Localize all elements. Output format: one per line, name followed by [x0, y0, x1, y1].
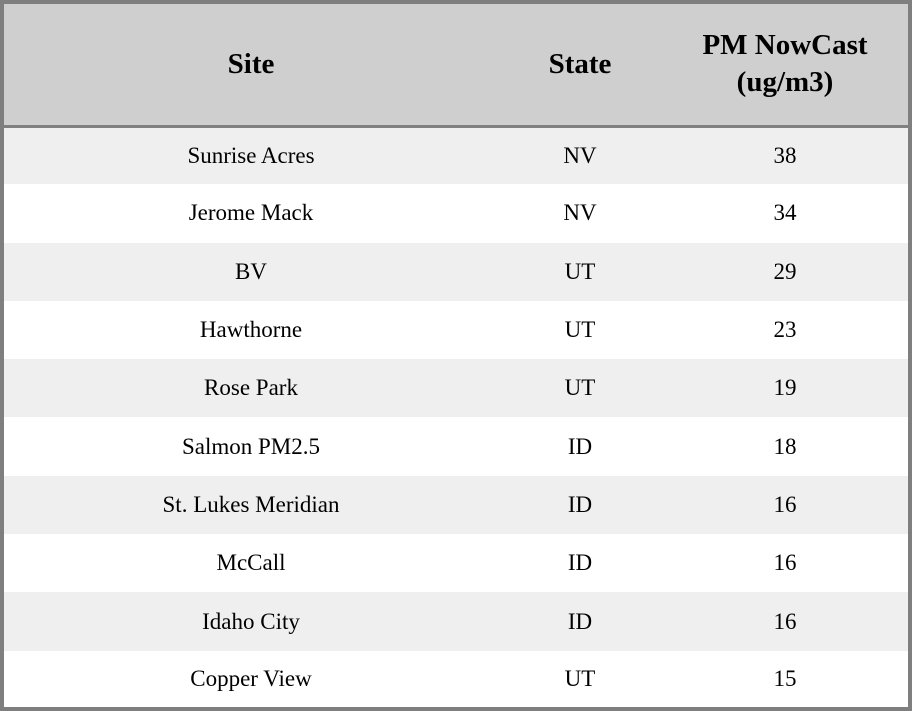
state-cell: NV [563, 142, 597, 168]
table-row [2, 184, 910, 242]
pm-nowcast-cell: 16 [773, 608, 797, 634]
pm-nowcast-cell: 29 [773, 258, 797, 284]
state-cell: UT [564, 665, 596, 691]
state-cell: NV [563, 200, 597, 226]
state-cell: ID [567, 491, 593, 517]
state-cell: ID [567, 550, 593, 576]
table-row [2, 651, 910, 709]
pm-nowcast-cell: 16 [773, 491, 797, 517]
site-cell: Salmon PM2.5 [181, 433, 321, 459]
pm-nowcast-cell: 34 [773, 200, 797, 226]
column-header-pm-nowcast-label: PM NowCast (ug/m3) [702, 29, 868, 99]
state-cell: ID [567, 433, 593, 459]
table-row [2, 243, 910, 301]
column-header-pm-nowcast [662, 2, 910, 126]
site-cell: BV [235, 258, 267, 284]
site-cell: McCall [216, 550, 286, 576]
table-row [2, 126, 910, 184]
pm-nowcast-cell: 19 [773, 375, 797, 401]
pm-nowcast-cell: 16 [773, 550, 797, 576]
table-row [2, 417, 910, 475]
state-cell: UT [564, 375, 596, 401]
pm-nowcast-cell: 15 [773, 665, 797, 691]
site-cell: Idaho City [202, 608, 300, 634]
state-cell: UT [564, 317, 596, 343]
pm-nowcast-cell: 38 [773, 142, 797, 168]
header-row [2, 2, 910, 126]
column-header-state: State [498, 2, 662, 126]
column-header-site: Site [2, 2, 498, 126]
table-row [2, 301, 910, 359]
site-cell: St. Lukes Meridian [162, 491, 340, 517]
site-cell: Rose Park [204, 375, 298, 401]
site-cell: Sunrise Acres [187, 142, 315, 168]
table-row [2, 476, 910, 534]
pm-nowcast-cell: 23 [773, 317, 797, 343]
site-cell: Hawthorne [199, 317, 303, 343]
site-cell: Jerome Mack [188, 200, 314, 226]
site-cell: Copper View [190, 665, 312, 691]
state-cell: UT [564, 258, 596, 284]
table-row [2, 534, 910, 592]
table-row [2, 592, 910, 650]
pm-nowcast-cell: 18 [773, 433, 797, 459]
table-row [2, 359, 910, 417]
state-cell: ID [567, 608, 593, 634]
